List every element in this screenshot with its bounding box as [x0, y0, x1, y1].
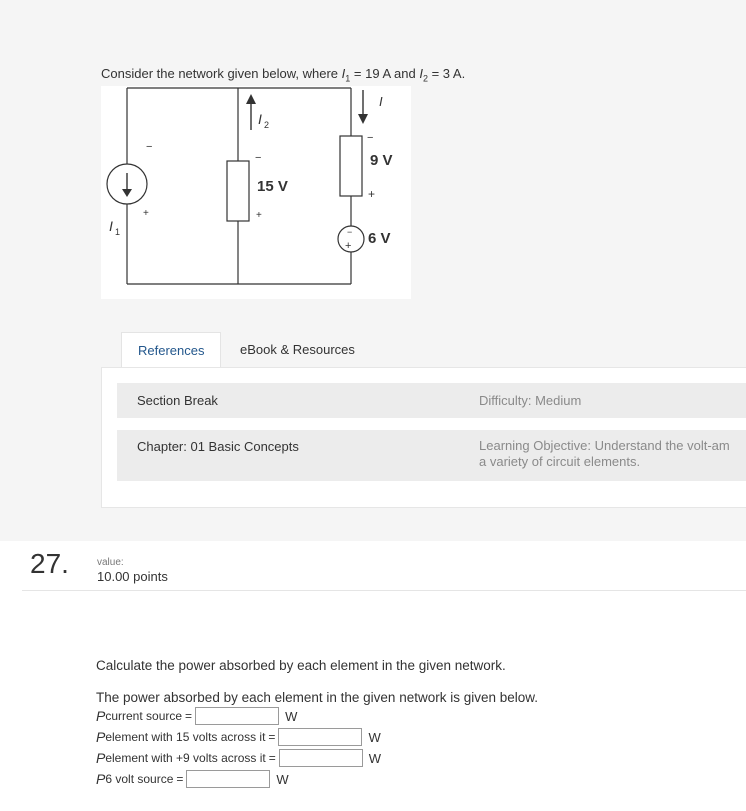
objective-line-2: a variety of circuit elements. — [479, 454, 641, 469]
intro-i2-value: = 3 A. — [427, 66, 466, 81]
intro-i2-var: I — [419, 66, 423, 81]
tab-ebook-resources[interactable]: eBook & Resources — [240, 342, 355, 357]
vs-minus: − — [347, 227, 353, 237]
power-subscript: current source — [105, 709, 183, 723]
label-i1: I — [109, 218, 113, 234]
chapter-row — [117, 430, 746, 481]
equals-sign: = — [176, 772, 184, 786]
intro-i2-sub: 2 — [422, 73, 428, 84]
intro-i1-var: I — [341, 66, 346, 81]
cs-plus: + — [143, 208, 149, 219]
vs-plus: + — [345, 240, 352, 252]
circuit-svg — [101, 86, 411, 299]
power-symbol: P — [96, 750, 106, 766]
label-15v: 15 V — [257, 178, 288, 195]
power-symbol: P — [96, 708, 106, 724]
label-i: I — [379, 94, 383, 109]
r9-minus: − — [367, 132, 374, 144]
equals-sign: = — [185, 709, 193, 723]
points-value: 10.00 points — [97, 569, 168, 584]
power-symbol: P — [96, 729, 106, 745]
equals-sign: = — [268, 730, 276, 744]
intro-i1-sub: 1 — [345, 73, 351, 84]
cs-minus: − — [146, 141, 153, 153]
answer-row-current-source — [96, 707, 297, 725]
value-label: value: — [97, 557, 124, 568]
answer-input-6v-source[interactable] — [186, 770, 270, 788]
intro-prefix: Consider the network given below, where — [101, 66, 342, 81]
element-15v — [227, 161, 249, 221]
unit-label: W — [285, 708, 298, 724]
i2-arrow-icon — [246, 94, 256, 130]
difficulty-label: Difficulty: Medium — [479, 393, 582, 408]
element-9v — [340, 136, 362, 196]
chapter-label: Chapter: 01 Basic Concepts — [137, 439, 299, 454]
r9-plus: + — [368, 187, 376, 201]
power-subscript: element with +9 volts across it — [105, 751, 266, 765]
answer-row-15v — [96, 728, 381, 746]
power-subscript: 6 volt source — [105, 772, 174, 786]
circuit-diagram — [101, 86, 411, 299]
label-i1-sub: 1 — [115, 227, 121, 237]
r15-plus: + — [256, 210, 262, 221]
section-break-label: Section Break — [137, 393, 218, 408]
equals-sign: = — [268, 751, 276, 765]
answer-input-9v[interactable] — [279, 749, 363, 767]
answer-input-current-source[interactable] — [195, 707, 279, 725]
answer-row-6v-source — [96, 770, 289, 788]
power-symbol: P — [96, 771, 106, 787]
unit-label: W — [368, 729, 381, 745]
tab-references[interactable]: References — [121, 332, 221, 369]
answer-row-9v — [96, 749, 381, 767]
question-text: Calculate the power absorbed by each element in the given network. — [96, 658, 506, 673]
label-9v: 9 V — [370, 152, 393, 169]
divider — [22, 590, 746, 591]
section-break-row — [117, 383, 746, 418]
label-6v: 6 V — [368, 230, 391, 247]
label-i2-sub: 2 — [264, 120, 270, 130]
intro-i1-value: = 19 A and — [350, 66, 420, 81]
answer-input-15v[interactable] — [278, 728, 362, 746]
unit-label: W — [368, 750, 382, 766]
power-subscript: element with 15 volts across it — [105, 730, 266, 744]
answer-intro: The power absorbed by each element in the given network is given below. — [96, 690, 539, 705]
unit-label: W — [276, 771, 289, 787]
r15-minus: − — [255, 152, 262, 164]
question-number: 27. — [30, 548, 69, 579]
problem-intro — [101, 66, 465, 84]
objective-line-1: Learning Objective: Understand the volt-am — [479, 438, 730, 453]
i-arrow-icon — [358, 90, 368, 124]
label-i2: I — [258, 111, 262, 127]
learning-objective — [479, 438, 730, 470]
